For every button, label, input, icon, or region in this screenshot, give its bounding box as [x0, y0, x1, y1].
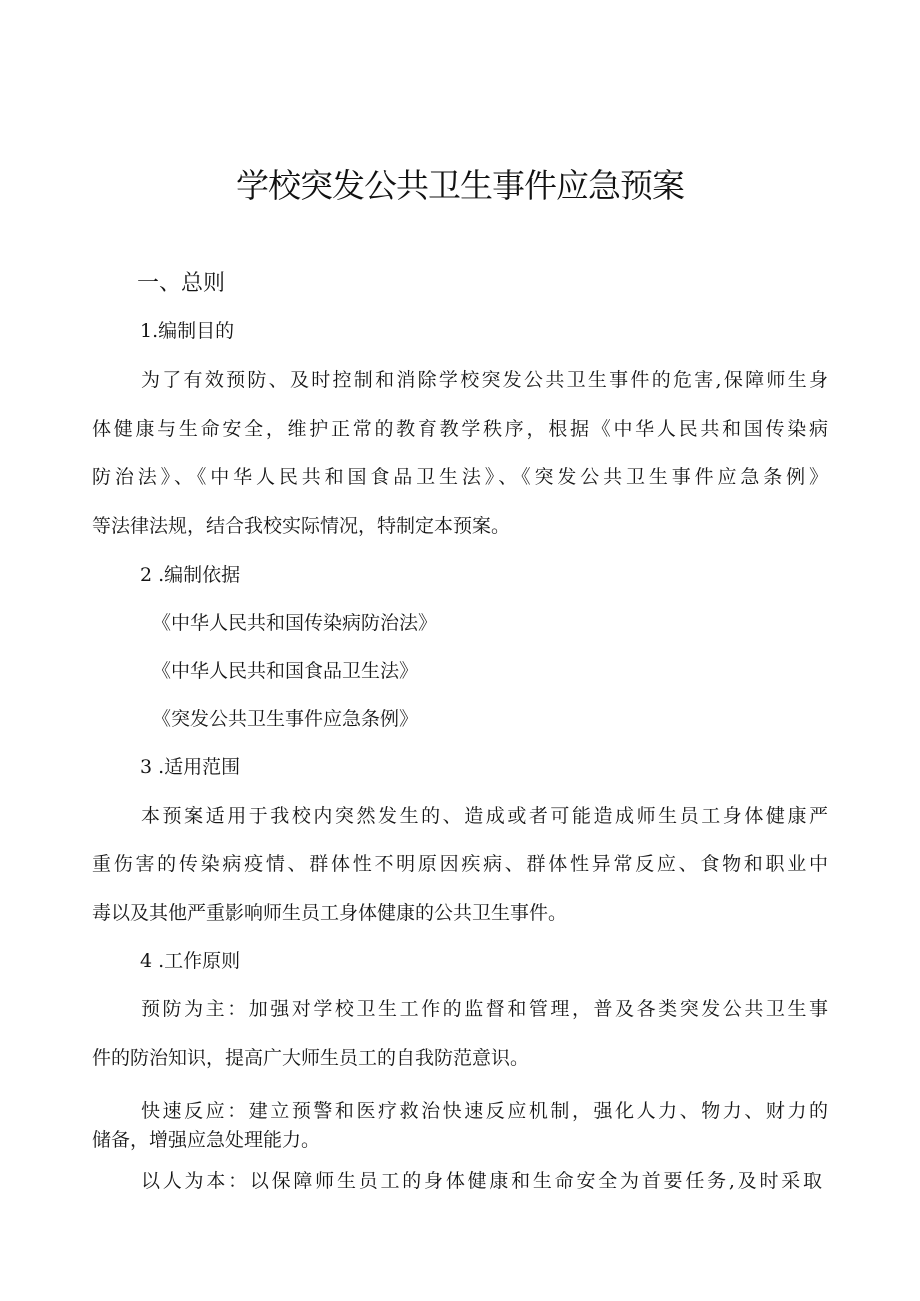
scope-line-2: 重伤害的传染病疫情、群体性不明原因疾病、群体性异常反应、食物和职业中 — [92, 853, 828, 875]
subheading-scope: 3 .适用范围 — [140, 756, 241, 778]
subheading-principles: 4 .工作原则 — [140, 950, 241, 972]
principle-rapid-line-2: 储备，增强应急处理能力。 — [92, 1129, 321, 1151]
basis-item-2: 《中华人民共和国食品卫生法》 — [152, 660, 419, 682]
scope-line-3: 毒以及其他严重影响师生员工身体健康的公共卫生事件。 — [92, 902, 568, 924]
purpose-line-4: 等法律法规，结合我校实际情况，特制定本预案。 — [92, 515, 511, 537]
principle-prevention-line-2: 件的防治知识，提高广大师生员工的自我防范意识。 — [92, 1047, 530, 1069]
basis-item-1: 《中华人民共和国传染病防治法》 — [152, 612, 438, 634]
purpose-line-2: 体健康与生命安全，维护正常的教育教学秩序，根据《中华人民共和国传染病 — [92, 418, 828, 440]
principle-rapid-line-1: 快速反应：建立预警和医疗救治快速反应机制，强化人力、物力、财力的 — [141, 1100, 828, 1122]
purpose-line-1: 为了有效预防、及时控制和消除学校突发公共卫生事件的危害,保障师生身 — [141, 369, 828, 391]
document-title: 学校突发公共卫生事件应急预案 — [236, 166, 684, 205]
subheading-basis: 2 .编制依据 — [140, 564, 241, 586]
purpose-line-3: 防治法》、《中华人民共和国食品卫生法》、《突发公共卫生事件应急条例》 — [92, 466, 828, 488]
scope-line-1: 本预案适用于我校内突然发生的、造成或者可能造成师生员工身体健康严 — [141, 805, 828, 827]
subheading-purpose: 1.编制目的 — [140, 320, 235, 342]
section-heading-general: 一、总则 — [137, 271, 226, 296]
principle-people-line-1: 以人为本：以保障师生员工的身体健康和生命安全为首要任务,及时采取 — [141, 1170, 822, 1192]
principle-prevention-line-1: 预防为主：加强对学校卫生工作的监督和管理，普及各类突发公共卫生事 — [141, 998, 828, 1020]
basis-item-3: 《突发公共卫生事件应急条例》 — [152, 708, 419, 730]
